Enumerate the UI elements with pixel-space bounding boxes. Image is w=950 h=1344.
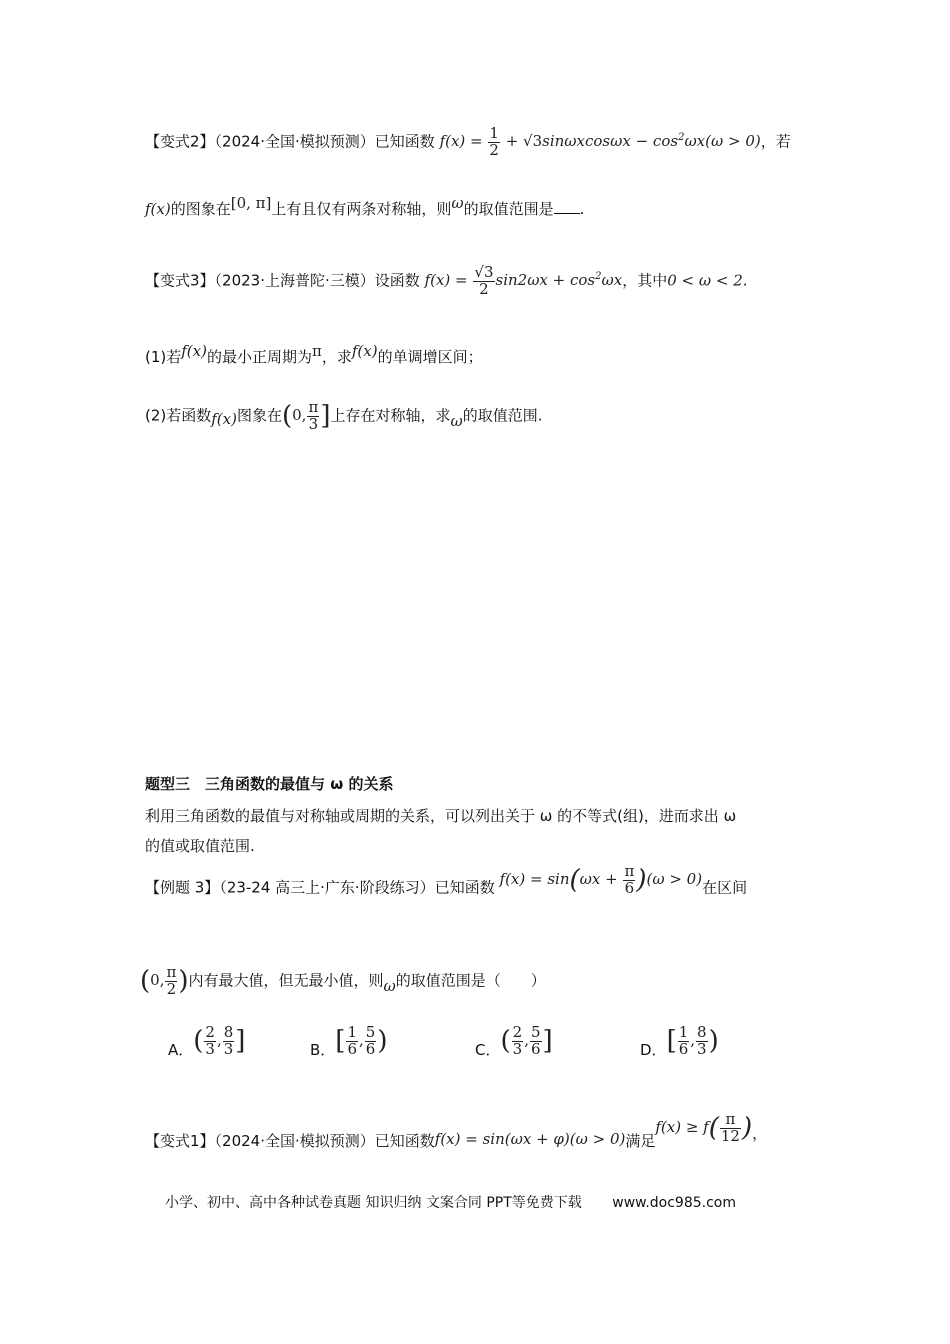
variant2-line1: 【变式2】（2024·全国·模拟预测）已知函数 f(x) = $\frac{1}{2}$ + $√3\sin\omega xcos\omega x - \cos^2\omega x(\omega > 0)$，若 [145, 124, 791, 159]
footer [165, 1192, 736, 1212]
variant1-line1: 【变式1】（2024·全国·模拟预测）已知函数f(x) = sin(ωx + φ)(ω > 0)满足f(x) ≥ f( $\frac{\pi}{12}$ )， [145, 1110, 768, 1151]
variant2-source: （2024·全国·模拟预测） [214, 132, 375, 151]
variant3-q2: (2)若函数f(x)图象在(0, $\frac{\pi}{3}$ ]上存在对称轴，求ω的取值范围. [145, 398, 543, 433]
example3-line1: 【例题 3】（23-24 高三上·广东·阶段练习）已知函数 f(x) = sin(ωx + $\frac{\pi}{6}$ )(ω > 0)在区间 [145, 862, 748, 897]
variant1-source: （2024·全国·模拟预测） [214, 1132, 375, 1151]
variant3-line1: 【变式3】（2023·上海普陀·三模）设函数 f(x) = $\frac{√3}{2}$ $\sin 2\omega x + \cos^2\omega x$，其中0 < ω < 2. [145, 263, 748, 298]
variant1-label: 【变式1】 [145, 1132, 215, 1151]
example3-formula: f(x) = sin(ωx + $\frac{\pi}{6}$ )(ω > 0) [499, 862, 703, 897]
variant3-label: 【变式3】 [145, 271, 215, 290]
footer-url[interactable]: www.doc985.com [612, 1195, 736, 1211]
example3-line2: (0, $\frac{\pi}{2}$ )内有最大值，但无最小值，则ω的取值范围是（ ） [140, 963, 546, 998]
footer-text: 小学、初中、高中各种试卷真题 知识归纳 文案合同 PPT等免费下载 [165, 1195, 582, 1211]
answer-blank[interactable] [554, 199, 580, 214]
option-d[interactable]: D．[ $\frac{1}{6}$ , $\frac{8}{3}$ ) [640, 1023, 719, 1060]
variant3-q1: (1)若f(x)的最小正周期为π，求f(x)的单调增区间； [145, 342, 483, 366]
option-a[interactable]: A．( $\frac{2}{3}$ , $\frac{8}{3}$ ] [168, 1023, 246, 1060]
variant3-source: （2023·上海普陀·三模） [214, 271, 375, 290]
variant2-label: 【变式2】 [145, 132, 215, 151]
section3-desc-line1: 利用三角函数的最值与对称轴或周期的关系，可以列出关于 ω 的不等式(组)，进而求出 ω [145, 807, 737, 825]
variant2-line2: f(x)的图象在[0, π]上有且仅有两条对称轴，则ω的取值范围是 . [145, 194, 585, 218]
example3-source: （23-24 高三上·广东·阶段练习） [219, 878, 435, 897]
variant2-formula: f(x) = $\frac{1}{2}$ + $√3\sin\omega xcos\omega x - \cos^2\omega x(\omega > 0)$ [439, 124, 761, 159]
variant3-formula: f(x) = $\frac{√3}{2}$ $\sin 2\omega x + \cos^2\omega x$ [424, 263, 623, 298]
variant1-formula: f(x) = sin(ωx + φ)(ω > 0) [434, 1130, 626, 1149]
variant1-condition: f(x) ≥ f( $\frac{\pi}{12}$ ) [655, 1110, 753, 1145]
example3-label: 【例题 3】 [145, 878, 220, 897]
option-b[interactable]: B．[ $\frac{1}{6}$ , $\frac{5}{6}$ ) [310, 1023, 388, 1060]
section3-desc-line2: 的值或取值范围. [145, 837, 255, 855]
section3-title: 题型三 三角函数的最值与 ω 的关系 [145, 775, 394, 793]
option-c[interactable]: C．( $\frac{2}{3}$ , $\frac{5}{6}$ ] [475, 1023, 553, 1060]
